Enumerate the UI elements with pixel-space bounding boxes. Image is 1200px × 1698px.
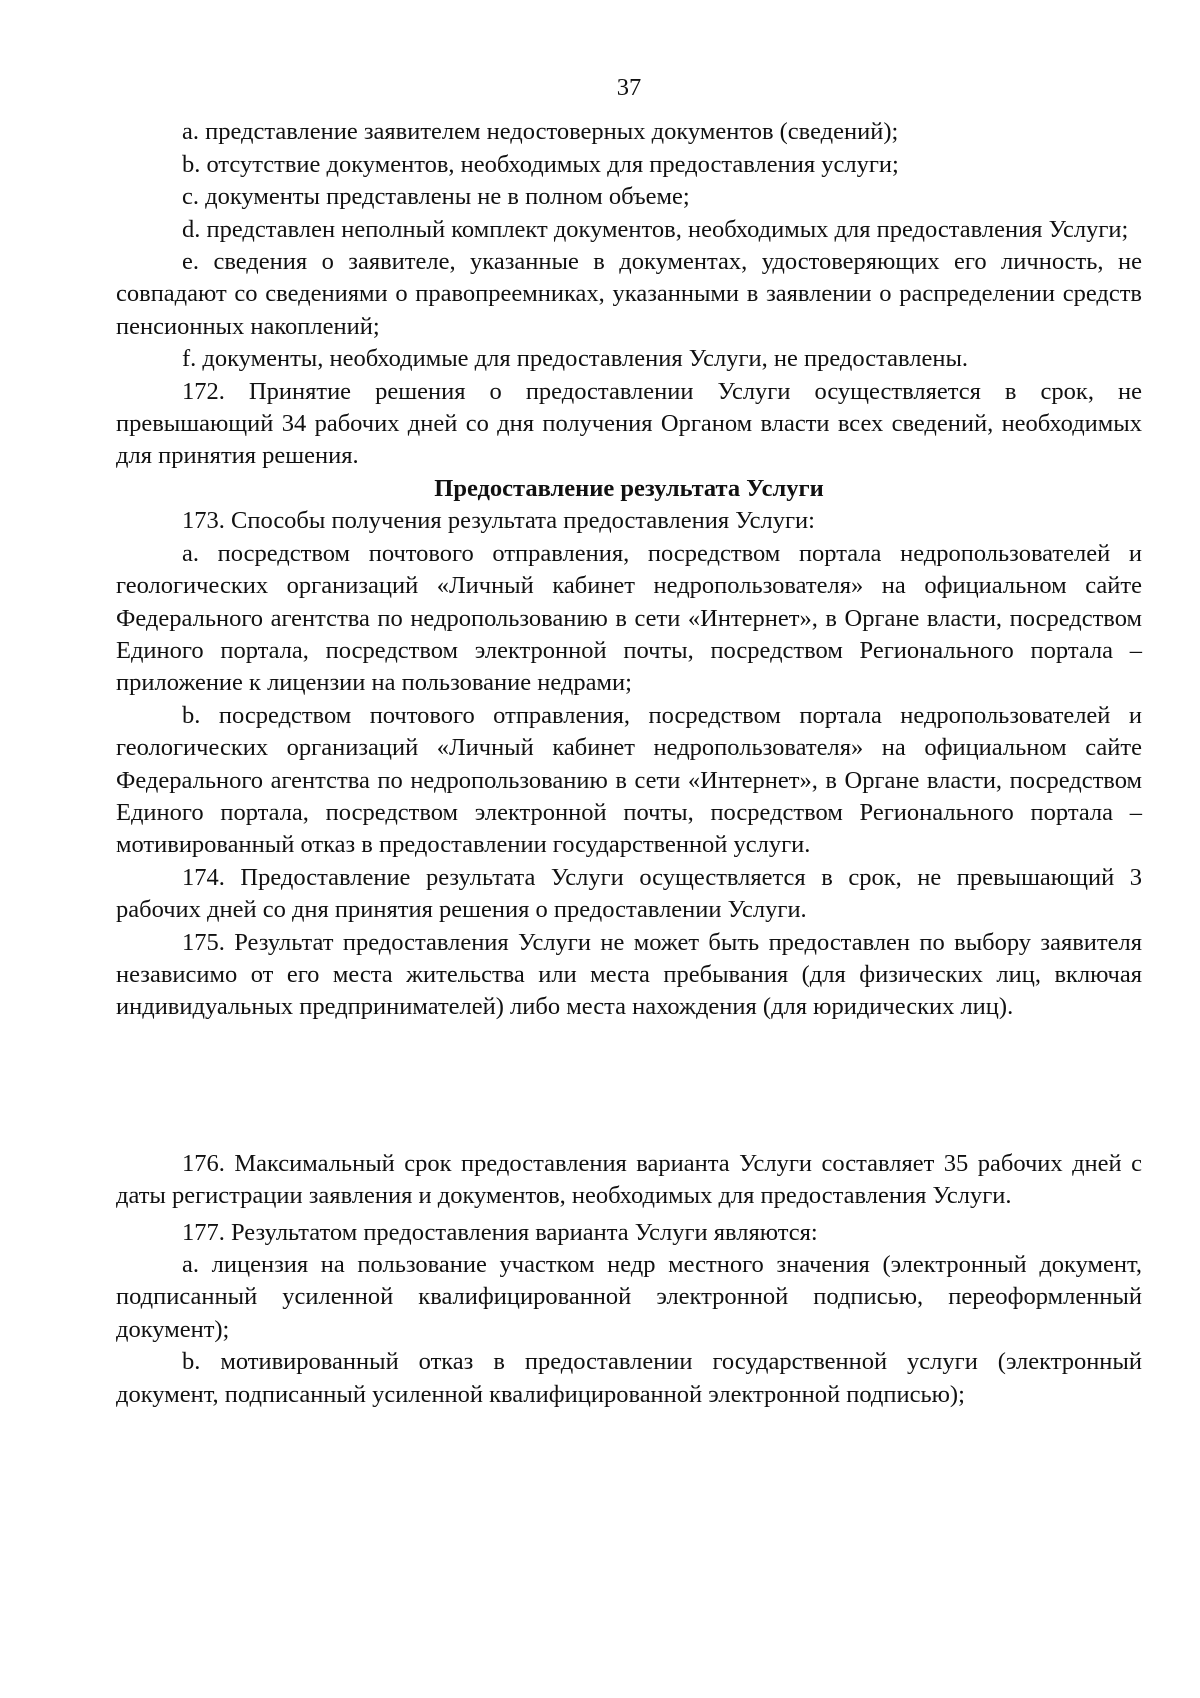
paragraph-item-d-refusal: d. представлен неполный комплект документов, необходимых для предоставления Услуги; xyxy=(182,215,1129,243)
blank-gap xyxy=(116,1024,1142,1148)
paragraph-177: 177. Результатом предоставления варианта Услуги являются: xyxy=(182,1218,818,1246)
section-heading: Предоставление результата Услуги xyxy=(434,474,824,502)
paragraph-176: 176. Максимальный срок предоставления варианта Услуги составляет 35 рабочих дней с даты регистрации заявления и документов, необходимых для предоставления Услуги. xyxy=(116,1149,1142,1210)
paragraph-172: 172. Принятие решения о предоставлении Услуги осуществляется в срок, не превышающий 34 рабочих дней со дня получения Органом власти всех сведений, необходимых для принятия решения. xyxy=(116,377,1142,470)
page-number: 37 xyxy=(616,74,642,101)
paragraph-item-b-refusal: b. отсутствие документов, необходимых для предоставления услуги; xyxy=(182,150,899,178)
paragraph-173: 173. Способы получения результата предоставления Услуги: xyxy=(182,507,815,535)
paragraph-item-c-refusal: c. документы представлены не в полном объеме; xyxy=(182,183,690,211)
paragraph-item-f-refusal: f. документы, необходимые для предоставления Услуги, не предоставлены. xyxy=(182,345,969,373)
paragraph-item-e-refusal: e. сведения о заявителе, указанные в документах, удостоверяющих его личность, не совпадают со сведениями о правопреемниках, указанными в заявлении о распределении средств пенсионных накоплений; xyxy=(116,248,1142,340)
paragraph-173-item-a: a. посредством почтового отправления, посредством портала недропользователей и геологических организаций «Личный кабинет недропользователя» на официальном сайте Федерального агентства по недропользованию в сети «Интернет», в Органе власти, посредством Единого портала, посредством электронной почты, посредством Регионального портала – приложение к лицензии на пользование недрами; xyxy=(116,539,1142,697)
paragraph-175: 175. Результат предоставления Услуги не может быть предоставлен по выбору заявителя независимо от его места жительства или места пребывания (для физических лиц, включая индивидуальных предпринимателей) либо места нахождения (для юридических лиц). xyxy=(116,928,1142,1021)
paragraph-177-item-b: b. мотивированный отказ в предоставлении государственной услуги (электронный документ, подписанный усиленной квалифицированной электронной подписью); xyxy=(116,1348,1142,1408)
paragraph-item-a-refusal: a. представление заявителем недостоверных документов (сведений); xyxy=(182,118,899,146)
paragraph-173-item-b: b. посредством почтового отправления, посредством портала недропользователей и геологических организаций «Личный кабинет недропользователя» на официальном сайте Федерального агентства по недропользованию в сети «Интернет», в Органе власти, посредством Единого портала, посредством электронной почты, посредством Регионального портала – мотивированный отказ в предоставлении государственной услуги. xyxy=(116,701,1142,859)
paragraph-174: 174. Предоставление результата Услуги осуществляется в срок, не превышающий 3 рабочих дней со дня принятия решения о предоставлении Услуги. xyxy=(116,863,1142,924)
paragraph-177-item-a: a. лицензия на пользование участком недр местного значения (электронный документ, подписанный усиленной квалифицированной электронной подписью, переоформленный документ); xyxy=(116,1251,1142,1343)
